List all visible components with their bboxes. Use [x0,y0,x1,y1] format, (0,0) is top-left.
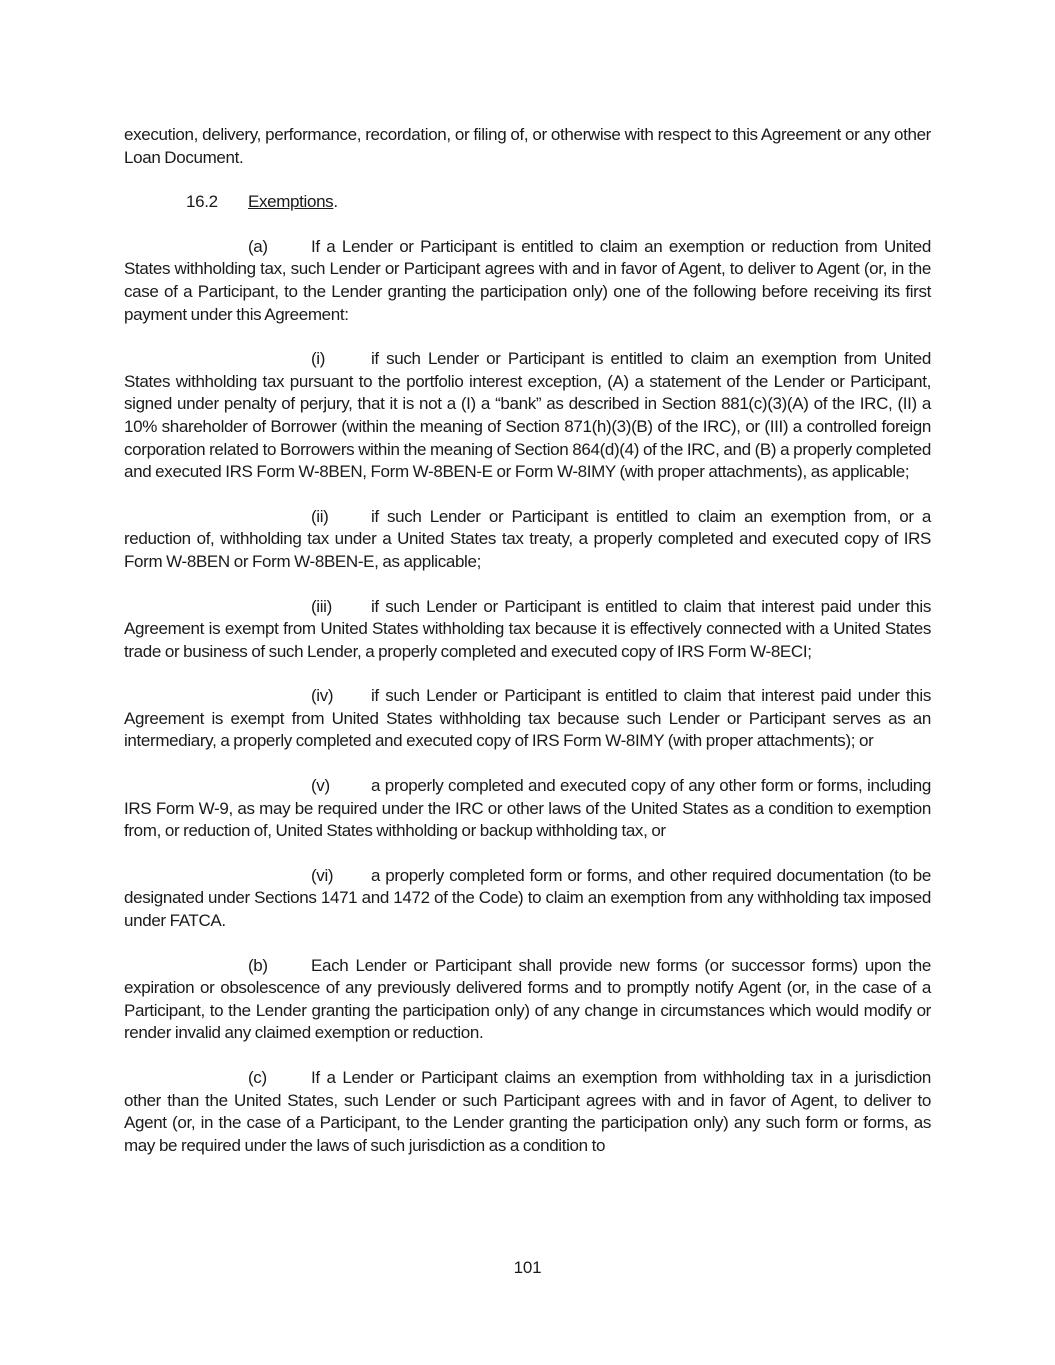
clause-a-iii [124,596,931,664]
clause-label: (iii) [311,596,332,616]
clause-text: if such Lender or Participant is entitled to claim that interest paid under this Agreement is exempt from United States withholding tax because such Lender or Participant serves as an intermediary, a properly completed and executed copy of IRS Form W-8IMY (with proper attachments); or [124,686,931,751]
section-heading [124,191,931,214]
clause-text: If a Lender or Participant claims an exemption from withholding tax in a jurisdiction other than the United States, such Lender or such Participant agrees with and in favor of Agent, to deliver to Agent (or, in the case of a Participant, to the Lender granting the participation only) any such form or forms, as may be required under the laws of such jurisdiction as a condition to [124,1068,931,1155]
intro-text: execution, delivery, performance, recordation, or filing of, or otherwise with respect to this Agreement or any other Loan Document. [124,125,931,167]
clause-a-iv [124,685,931,753]
clause-label: (vi) [311,865,334,885]
intro-paragraph [124,124,931,169]
clause-label: (i) [311,349,326,369]
clause-text: if such Lender or Participant is entitled to claim an exemption from United States withholding tax pursuant to the portfolio interest exception, (A) a statement of the Lender or Participant, signed under penalty of perjury, that it is not a (I) a “bank” as described in Section 881(c)(3)(A) of the IRC, (II) a 10% shareholder of Borrower (within the meaning of Section 871(h)(3)(B) of the IRC), or (III) a controlled foreign corporation related to Borrowers within the meaning of Section 864(d)(4) of the IRC, and (B) a properly completed and executed IRS Form W-8BEN, Form W-8BEN-E or Form W-8IMY (with proper attachments), as applicable; [124,349,931,482]
clause-label: (iv) [311,686,334,706]
clause-a [124,236,931,326]
section-title-suffix: . [333,192,338,212]
clause-text: a properly completed and executed copy of any other form or forms, including IRS Form W-9, as may be required under the IRC or other laws of the United States as a condition to exemption from, or reduction of, United States withholding or backup withholding tax, or [124,776,931,841]
clause-text: a properly completed form or forms, and other required documentation (to be designated under Sections 1471 and 1472 of the Code) to claim an exemption from any withholding tax imposed under FATCA. [124,865,931,931]
clause-a-v [124,775,931,843]
clause-c [124,1067,931,1157]
section-number: 16.2 [186,192,218,212]
clause-label: (v) [311,776,330,796]
clause-text: Each Lender or Participant shall provide new forms (or successor forms) upon the expiration or obsolescence of any previously delivered forms and to promptly notify Agent (or, in the case of a Participant, to the Lender granting the participation only) of any change in circumstances which would modify or render invalid any claimed exemption or reduction. [124,955,931,1043]
section-title: Exemptions [248,192,334,212]
clause-text: if such Lender or Participant is entitled to claim that interest paid under this Agreement is exempt from United States withholding tax because it is effectively connected with a United States trade or business of such Lender, a properly completed and executed copy of IRS Form W-8ECI; [124,596,931,661]
clause-label: (c) [248,1068,267,1087]
clause-label: (a) [248,236,268,256]
clause-a-vi [124,865,931,933]
clause-label: (b) [248,955,268,975]
clause-text: if such Lender or Participant is entitled to claim an exemption from, or a reduction of, withholding tax under a United States tax treaty, a properly completed and executed copy of IRS Form W-8BEN or Form W-8BEN-E, as applicable; [124,506,931,571]
clause-a-ii [124,506,931,574]
clause-text: If a Lender or Participant is entitled to claim an exemption or reduction from United States withholding tax, such Lender or Participant agrees with and in favor of Agent, to deliver to Agent (or, in the case of a Participant, to the Lender granting the participation only) one of the following before receiving its first payment under this Agreement: [124,236,931,324]
clause-label: (ii) [311,506,329,526]
page-number: 101 [513,1258,542,1277]
document-page [124,124,931,1157]
clause-b [124,955,931,1045]
clause-a-i [124,348,931,484]
